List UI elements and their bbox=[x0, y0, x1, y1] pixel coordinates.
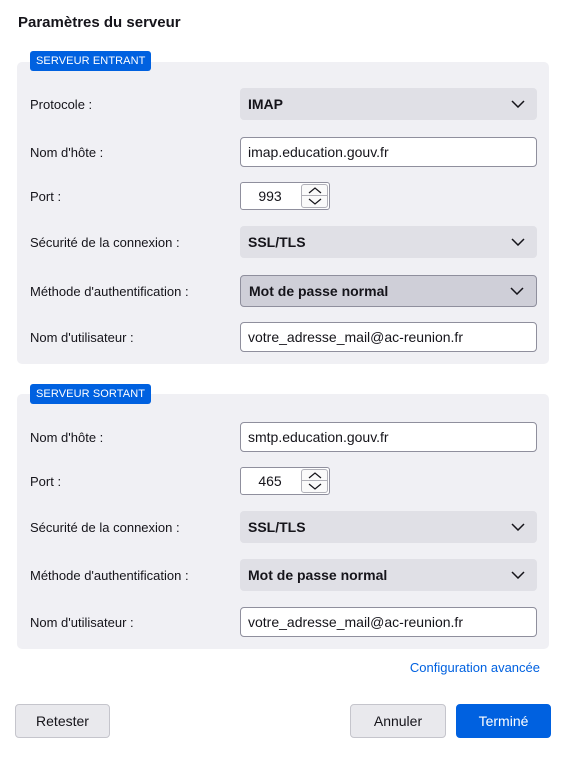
outgoing-auth-value: Mot de passe normal bbox=[248, 567, 388, 583]
outgoing-port-value: 465 bbox=[258, 473, 282, 489]
incoming-username-input[interactable]: votre_adresse_mail@ac-reunion.fr bbox=[240, 322, 537, 352]
chevron-down-icon bbox=[308, 198, 322, 205]
chevron-down-icon bbox=[511, 571, 525, 579]
outgoing-security-label: Sécurité de la connexion : bbox=[30, 520, 180, 535]
outgoing-auth-label: Méthode d'authentification : bbox=[30, 568, 189, 583]
outgoing-port-label: Port : bbox=[30, 474, 62, 489]
chevron-down-icon bbox=[510, 287, 524, 295]
chevron-down-icon bbox=[511, 523, 525, 531]
advanced-config-link[interactable]: Configuration avancée bbox=[409, 660, 540, 675]
outgoing-username-label: Nom d'utilisateur : bbox=[30, 615, 134, 630]
cancel-button[interactable]: Annuler bbox=[350, 704, 446, 738]
chevron-up-icon bbox=[308, 472, 322, 479]
retest-button[interactable]: Retester bbox=[15, 704, 110, 738]
incoming-server-badge: SERVEUR ENTRANT bbox=[30, 51, 151, 71]
incoming-username-label: Nom d'utilisateur : bbox=[30, 330, 134, 345]
incoming-security-label: Sécurité de la connexion : bbox=[30, 235, 180, 250]
incoming-protocol-value: IMAP bbox=[248, 96, 283, 112]
incoming-auth-value: Mot de passe normal bbox=[249, 283, 389, 299]
chevron-up-icon bbox=[308, 187, 322, 194]
done-button[interactable]: Terminé bbox=[456, 704, 551, 738]
incoming-hostname-input[interactable]: imap.education.gouv.fr bbox=[240, 137, 537, 167]
outgoing-auth-select[interactable] bbox=[240, 559, 537, 591]
outgoing-port-increment[interactable] bbox=[302, 470, 327, 481]
outgoing-hostname-label: Nom d'hôte : bbox=[30, 430, 104, 445]
outgoing-username-input[interactable]: votre_adresse_mail@ac-reunion.fr bbox=[240, 607, 537, 637]
incoming-auth-label: Méthode d'authentification : bbox=[30, 284, 189, 299]
outgoing-port-spinner bbox=[301, 469, 328, 493]
incoming-auth-select[interactable] bbox=[240, 275, 537, 307]
incoming-security-select[interactable] bbox=[240, 226, 537, 258]
chevron-down-icon bbox=[511, 100, 525, 108]
incoming-port-stepper[interactable] bbox=[240, 182, 330, 210]
outgoing-security-select[interactable] bbox=[240, 511, 537, 543]
incoming-port-label: Port : bbox=[30, 189, 62, 204]
outgoing-security-value: SSL/TLS bbox=[248, 519, 306, 535]
incoming-port-spinner bbox=[301, 184, 328, 208]
incoming-hostname-label: Nom d'hôte : bbox=[30, 145, 104, 160]
incoming-port-value: 993 bbox=[258, 188, 282, 204]
outgoing-server-badge: SERVEUR SORTANT bbox=[30, 384, 151, 404]
outgoing-hostname-input[interactable]: smtp.education.gouv.fr bbox=[240, 422, 537, 452]
incoming-port-increment[interactable] bbox=[302, 185, 327, 196]
outgoing-port-stepper[interactable] bbox=[240, 467, 330, 495]
incoming-security-value: SSL/TLS bbox=[248, 234, 306, 250]
dialog-title: Paramètres du serveur bbox=[18, 14, 181, 31]
incoming-protocol-label: Protocole : bbox=[30, 97, 93, 112]
chevron-down-icon bbox=[308, 483, 322, 490]
incoming-port-decrement[interactable] bbox=[302, 196, 327, 207]
outgoing-port-decrement[interactable] bbox=[302, 481, 327, 492]
chevron-down-icon bbox=[511, 238, 525, 246]
incoming-protocol-select[interactable] bbox=[240, 88, 537, 120]
